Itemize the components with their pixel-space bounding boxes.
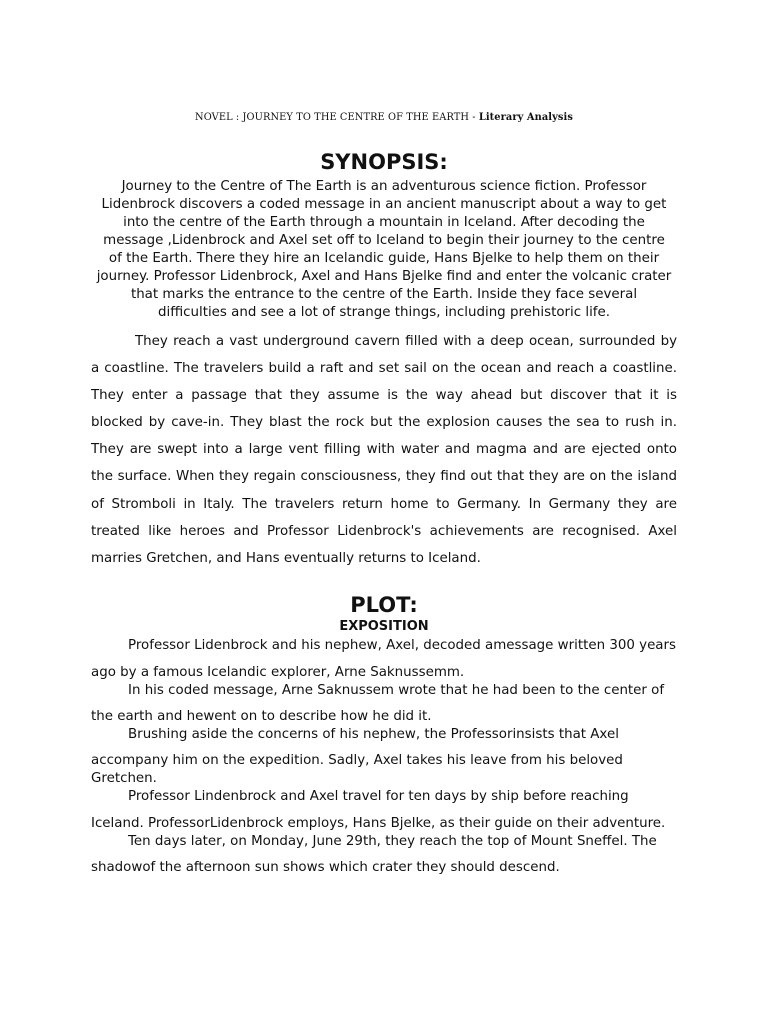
exposition-line: ago by a famous Icelandic explorer, Arne Saknussemm. (91, 665, 465, 680)
synopsis-line: difficulties and see a lot of strange things, including prehistoric life. (157, 305, 611, 320)
exposition-line: Professor Lidenbrock and his nephew, Axel, decoded amessage written 300 years (128, 638, 676, 653)
exposition-line: Iceland. ProfessorLidenbrock employs, Hans Bjelke, as their guide on their adventure. (91, 816, 666, 831)
exposition-line: accompany him on the expedition. Sadly, Axel takes his leave from his beloved (91, 753, 623, 768)
exposition-line: Brushing aside the concerns of his nephew, the Professorinsists that Axel (128, 727, 619, 742)
synopsis-line: journey. Professor Lidenbrock, Axel and Hans Bjelke find and enter the volcanic crater (96, 269, 672, 284)
exposition-line: Professor Lindenbrock and Axel travel for ten days by ship before reaching (128, 789, 629, 804)
document-title-prefix: NOVEL : JOURNEY TO THE CENTRE OF THE EARTH - (195, 112, 479, 123)
exposition-line: Ten days later, on Monday, June 29th, they reach the top of Mount Sneffel. The (128, 834, 657, 849)
synopsis-heading: SYNOPSIS: (320, 150, 448, 174)
exposition-line: the earth and hewent on to describe how he did it. (91, 709, 432, 724)
plot-heading: PLOT: (350, 593, 418, 617)
synopsis-paragraph-text: They reach a vast underground cavern filled with a deep ocean, surrounded by a coastline. The travelers build a raft and set sail on the ocean and reach a coastline. They enter a passage that they assume is the way ahead but discover that it is blocked by cave-in. They blast the rock but the explosion causes the sea to rush in. They are swept into a large vent filling with water and magma and are ejected onto the surface. When they regain consciousness, they find out that they are on the island of Stromboli in Italy. The travelers return home to Germany. In Germany they are treated like heroes and Professor Lidenbrock's achievements are recognised. Axel marries Gretchen, and Hans eventually returns to Iceland. (91, 334, 677, 566)
exposition-subheading: EXPOSITION (339, 619, 429, 634)
synopsis-line: into the centre of the Earth through a mountain in Iceland. After decoding the (123, 215, 645, 230)
synopsis-line: that marks the entrance to the centre of the Earth. Inside they face several (130, 287, 638, 302)
exposition-line: Gretchen. (91, 771, 157, 786)
synopsis-line: of the Earth. There they hire an Icelandic guide, Hans Bjelke to help them on their (108, 251, 660, 266)
exposition-line: In his coded message, Arne Saknussem wrote that he had been to the center of (128, 683, 665, 698)
synopsis-line: Lidenbrock discovers a coded message in an ancient manuscript about a way to get (101, 197, 667, 212)
synopsis-line: Journey to the Centre of The Earth is an adventurous science fiction. Professor (121, 179, 647, 194)
exposition-line: shadowof the afternoon sun shows which crater they should descend. (91, 860, 560, 875)
document-title-suffix: Literary Analysis (478, 112, 573, 123)
synopsis-line: message ,Lidenbrock and Axel set off to Iceland to begin their journey to the centre (103, 233, 665, 248)
